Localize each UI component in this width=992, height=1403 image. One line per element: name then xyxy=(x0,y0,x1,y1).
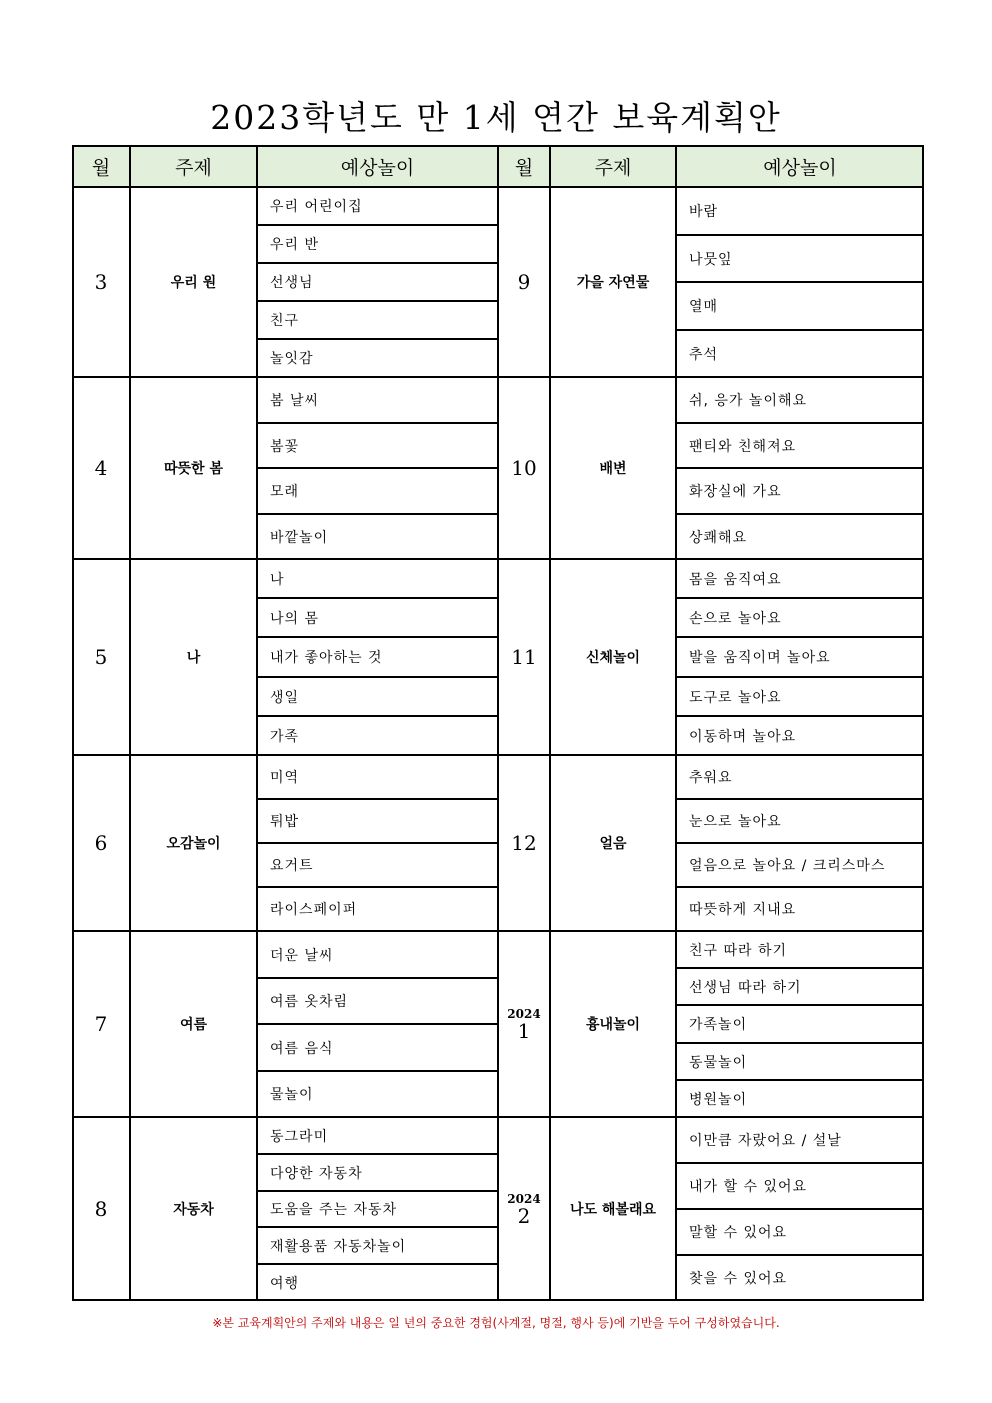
right-month-column xyxy=(498,145,550,1301)
left-play-item: 여름 음식 xyxy=(257,1024,498,1071)
left-play-item: 여름 옷차림 xyxy=(257,978,498,1024)
right-play-item: 몸을 움직여요 xyxy=(676,559,924,598)
right-play-item: 쉬, 응가 놀이해요 xyxy=(676,377,924,423)
right-play-item: 눈으로 놀아요 xyxy=(676,799,924,843)
right-play-item: 선생님 따라 하기 xyxy=(676,968,924,1005)
left-play-item: 봄꽃 xyxy=(257,423,498,468)
left-play-item: 놀잇감 xyxy=(257,339,498,377)
left-play-item: 우리 반 xyxy=(257,225,498,263)
right-play-item: 추석 xyxy=(676,330,924,377)
left-theme-cell: 오감놀이 xyxy=(130,755,257,931)
right-play-item: 바람 xyxy=(676,187,924,235)
header-play-left: 예상놀이 xyxy=(257,145,498,187)
right-month-cell: 9 xyxy=(498,187,550,377)
left-play-item: 도움을 주는 자동차 xyxy=(257,1191,498,1227)
annual-plan-table xyxy=(72,145,924,1301)
right-theme-cell: 얼음 xyxy=(550,755,676,931)
right-theme-column xyxy=(550,145,676,1301)
left-month-cell: 3 xyxy=(72,187,130,377)
left-play-item: 친구 xyxy=(257,301,498,339)
left-play-item: 생일 xyxy=(257,677,498,716)
right-play-item: 손으로 놀아요 xyxy=(676,598,924,637)
right-theme-cell: 신체놀이 xyxy=(550,559,676,755)
right-play-item: 내가 할 수 있어요 xyxy=(676,1163,924,1209)
left-play-item: 내가 좋아하는 것 xyxy=(257,637,498,677)
left-theme-cell: 자동차 xyxy=(130,1117,257,1301)
header-theme-right: 주제 xyxy=(550,145,676,187)
right-play-item: 열매 xyxy=(676,282,924,330)
left-theme-cell: 따뜻한 봄 xyxy=(130,377,257,559)
right-month-cell: 10 xyxy=(498,377,550,559)
right-play-item: 가족놀이 xyxy=(676,1005,924,1043)
header-play-right: 예상놀이 xyxy=(676,145,924,187)
page-title: 2023학년도 만 1세 연간 보육계획안 xyxy=(210,98,782,137)
right-theme-cell: 나도 해볼래요 xyxy=(550,1117,676,1301)
right-month-cell: 11 xyxy=(498,559,550,755)
left-play-item: 우리 어린이집 xyxy=(257,187,498,225)
right-month-cell xyxy=(498,1117,550,1301)
left-month-column xyxy=(72,145,130,1301)
left-play-item: 모래 xyxy=(257,468,498,514)
right-theme-cell: 가을 자연물 xyxy=(550,187,676,377)
left-play-item: 동그라미 xyxy=(257,1117,498,1154)
right-play-item: 친구 따라 하기 xyxy=(676,931,924,968)
left-play-item: 라이스페이퍼 xyxy=(257,887,498,931)
left-play-item: 여행 xyxy=(257,1264,498,1301)
right-play-item: 이동하며 놀아요 xyxy=(676,716,924,755)
left-play-item: 튀밥 xyxy=(257,799,498,843)
right-play-item: 화장실에 가요 xyxy=(676,468,924,514)
year-label: 2024 xyxy=(507,1192,541,1206)
right-theme-cell: 배변 xyxy=(550,377,676,559)
left-play-item: 미역 xyxy=(257,755,498,799)
right-play-item: 병원놀이 xyxy=(676,1080,924,1117)
left-play-column xyxy=(257,145,498,1301)
right-play-item: 찾을 수 있어요 xyxy=(676,1255,924,1301)
left-theme-column xyxy=(130,145,257,1301)
left-play-item: 더운 날씨 xyxy=(257,931,498,978)
year-label: 2024 xyxy=(507,1007,541,1021)
right-play-item: 이만큼 자랐어요 / 설날 xyxy=(676,1117,924,1163)
left-play-item: 선생님 xyxy=(257,263,498,301)
left-theme-cell: 우리 원 xyxy=(130,187,257,377)
footnote: ※본 교육계획안의 주제와 내용은 일 년의 중요한 경험(사계절, 명절, 행사 등)에 기반을 두어 구성하였습니다. xyxy=(212,1316,780,1330)
left-play-item: 물놀이 xyxy=(257,1071,498,1117)
right-month-cell xyxy=(498,931,550,1117)
left-month-cell: 6 xyxy=(72,755,130,931)
left-play-item: 가족 xyxy=(257,716,498,755)
left-play-item: 요거트 xyxy=(257,843,498,887)
right-play-item: 추워요 xyxy=(676,755,924,799)
left-play-item: 봄 날씨 xyxy=(257,377,498,423)
right-play-item: 얼음으로 놀아요 / 크리스마스 xyxy=(676,843,924,887)
left-month-cell: 7 xyxy=(72,931,130,1117)
right-theme-cell: 흉내놀이 xyxy=(550,931,676,1117)
header-month-right: 월 xyxy=(498,145,550,187)
left-play-item: 나의 몸 xyxy=(257,598,498,637)
month-label: 1 xyxy=(517,1019,531,1043)
left-play-item: 나 xyxy=(257,559,498,598)
left-theme-cell: 나 xyxy=(130,559,257,755)
left-theme-cell: 여름 xyxy=(130,931,257,1117)
left-month-cell: 8 xyxy=(72,1117,130,1301)
left-play-item: 바깥놀이 xyxy=(257,514,498,559)
right-play-column xyxy=(676,145,924,1301)
right-play-item: 팬티와 친해져요 xyxy=(676,423,924,468)
header-theme-left: 주제 xyxy=(130,145,257,187)
left-play-item: 재활용품 자동차놀이 xyxy=(257,1227,498,1264)
right-play-item: 따뜻하게 지내요 xyxy=(676,887,924,931)
right-play-item: 동물놀이 xyxy=(676,1043,924,1080)
left-play-item: 다양한 자동차 xyxy=(257,1154,498,1191)
right-play-item: 발을 움직이며 놀아요 xyxy=(676,637,924,677)
left-month-cell: 5 xyxy=(72,559,130,755)
right-play-item: 도구로 놀아요 xyxy=(676,677,924,716)
header-month-left: 월 xyxy=(72,145,130,187)
right-month-cell: 12 xyxy=(498,755,550,931)
right-play-item: 나뭇잎 xyxy=(676,235,924,282)
left-month-cell: 4 xyxy=(72,377,130,559)
right-play-item: 말할 수 있어요 xyxy=(676,1209,924,1255)
right-play-item: 상쾌해요 xyxy=(676,514,924,559)
month-label: 2 xyxy=(517,1204,531,1228)
